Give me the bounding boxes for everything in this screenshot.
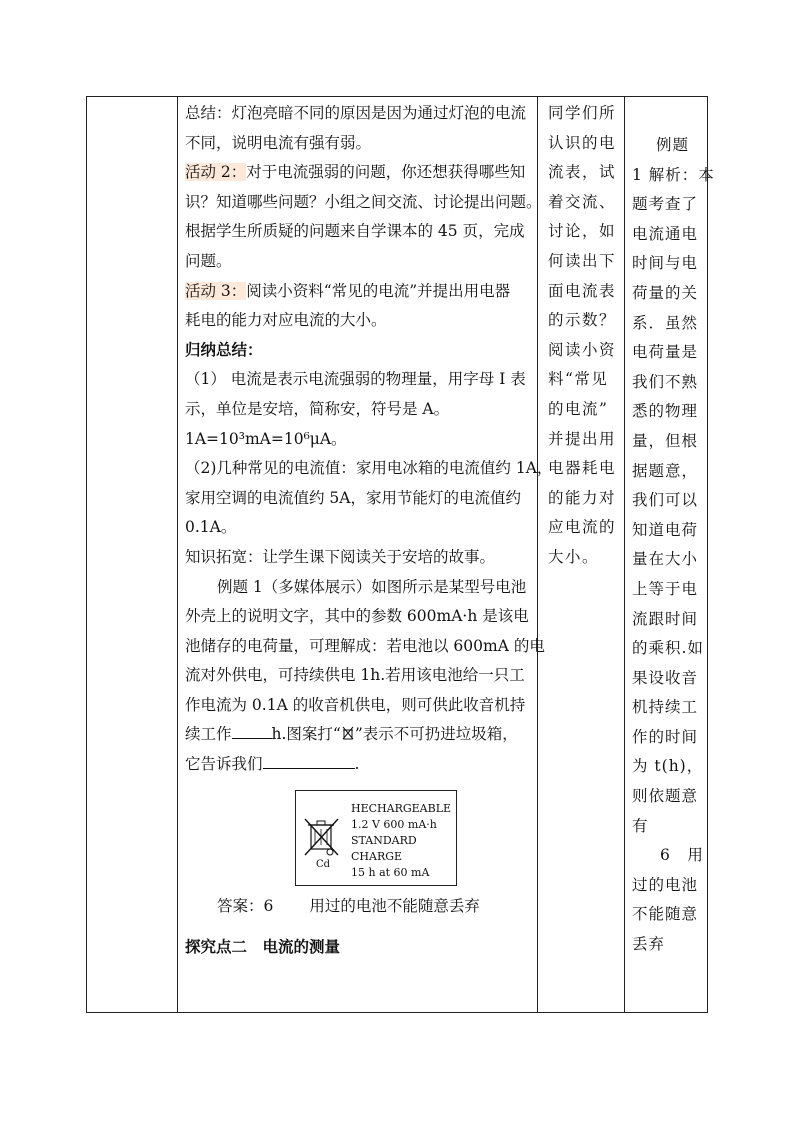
text-line: 系．虽然 <box>632 313 699 332</box>
text-line: 的乘积.如 <box>632 639 704 658</box>
text-line: 家用空调的电流值约 5A，家用节能灯的电流值约 <box>185 488 521 507</box>
text-line: 着交流、 <box>548 192 617 211</box>
text-line: 应电流的 <box>548 518 617 537</box>
text-span: 用过的电池不能随意丢弃 <box>309 896 480 915</box>
text-line: 过的电池 <box>632 875 699 894</box>
text-line: 讨论，如 <box>548 222 617 241</box>
text-line: 并提出用 <box>548 429 617 448</box>
text-line: 何读出下 <box>548 251 617 270</box>
text-line: 作电流为 0.1A 的收音机供电，则可供此收音机持 <box>185 695 526 714</box>
student-activity-column <box>538 97 623 573</box>
text-line: 电流通电 <box>632 224 699 243</box>
figure-text: STANDARD <box>351 833 417 847</box>
text-line: 示，单位是安培，简称安，符号是 A。 <box>185 399 450 418</box>
text-line: 机持续工 <box>632 698 699 717</box>
text-span: 对于电流强弱的问题，你还想获得哪些知 <box>246 163 526 182</box>
summary-heading: 归纳总结： <box>185 340 263 359</box>
text-line: 我们可以 <box>632 491 699 510</box>
battery-label-figure <box>295 790 457 886</box>
section-heading: 探究点二 电流的测量 <box>185 938 341 957</box>
text-span: . <box>354 755 360 774</box>
text-line: 的能力对 <box>548 488 617 507</box>
text-line: 大小。 <box>548 547 600 566</box>
question-line <box>185 750 627 780</box>
text-line: 据题意， <box>632 461 699 480</box>
activity-label: 活动 2： <box>185 163 247 182</box>
text-line: 知道电荷 <box>632 520 699 539</box>
text-line: 例题 <box>656 136 690 154</box>
text-span: 续工作 <box>185 725 232 744</box>
text-line: 电器耗电 <box>548 459 617 478</box>
figure-text: HECHARGEABLE <box>351 801 452 815</box>
text-line: 流对外供电，可持续供电 1h.若用该电池给一只工 <box>185 666 525 685</box>
text-line: 悉的物理 <box>632 402 699 421</box>
text-line: 量在大小 <box>632 550 699 569</box>
text-line: 同学们所 <box>548 104 617 122</box>
text-line: 上等于电 <box>632 579 699 598</box>
text-line: 的示数？ <box>548 311 617 330</box>
text-line: 面电流表 <box>548 281 617 300</box>
text-line: 果设收音 <box>632 668 699 687</box>
text-line: 的电流” <box>548 399 609 418</box>
text-line: 作的时间 <box>632 727 699 746</box>
recycle-bin-icon <box>341 726 355 740</box>
text-line: 我们不熟 <box>632 372 699 391</box>
text-line: 阅读小资 <box>548 340 617 359</box>
text-line: 丢弃 <box>632 935 666 954</box>
text-line: 0.1A。 <box>185 518 237 537</box>
text-line: 荷量的关 <box>632 283 699 302</box>
column-divider <box>177 97 178 1012</box>
text-span: 答案：6 <box>217 896 274 915</box>
notes-column <box>625 97 715 960</box>
text-line: 不同，说明电流有强有弱。 <box>185 133 372 152</box>
text-line: 知识拓宽：让学生课下阅读关于安培的故事。 <box>185 547 496 566</box>
text-line: 池储存的电荷量，可理解成：若电池以 600mA 的电 <box>185 636 545 655</box>
answer-blank <box>263 752 355 769</box>
cadmium-label: Cd <box>316 858 331 870</box>
text-line: 问题。 <box>185 251 232 270</box>
text-line: 外壳上的说明文字，其中的参数 600mA·h 是该电 <box>185 607 529 626</box>
activity-label: 活动 3： <box>185 281 247 300</box>
figure-text: 15 h at 60 mA <box>351 865 430 879</box>
text-line: 电荷量是 <box>632 343 699 362</box>
text-line: （1） 电流是表示电流强弱的物理量，用字母 I 表 <box>185 370 526 389</box>
figure-text: 1.2 V 600 mA·h <box>351 817 437 831</box>
figure-text: CHARGE <box>351 849 403 863</box>
text-span: 它告诉我们 <box>185 755 263 774</box>
text-line: 6 用 <box>660 846 704 865</box>
text-line: 流跟时间 <box>632 609 699 628</box>
text-line: 为 t(h)， <box>632 757 704 776</box>
text-span: ”表示不可扔进垃圾箱， <box>354 725 518 744</box>
text-line: 耗电的能力对应电流的大小。 <box>185 311 387 330</box>
text-line: 不能随意 <box>632 905 699 924</box>
text-line: 料“常见 <box>548 370 609 389</box>
unit-conversion: 1A=10³mA=10⁶μA。 <box>185 429 347 448</box>
text-line: 量，但根 <box>632 431 699 450</box>
text-line: 总结：灯泡亮暗不同的原因是因为通过灯泡的电流 <box>185 104 527 122</box>
text-line: （2)几种常见的电流值：家用电冰箱的电流值约 1A， <box>185 459 553 478</box>
text-line: 则依题意 <box>632 787 699 806</box>
text-line: 1 解析：本 <box>632 165 715 184</box>
text-line: 流表，试 <box>548 163 617 182</box>
question-line <box>185 720 627 750</box>
answer-line <box>185 892 627 922</box>
text-line: 题考查了 <box>632 195 699 214</box>
text-line: 有 <box>632 816 649 835</box>
text-span: h.图案打“ <box>271 725 341 744</box>
text-line: 根据学生所质疑的问题来自学课本的 45 页，完成 <box>185 222 525 241</box>
text-span: 阅读小资料“常见的电流”并提出用电器 <box>246 281 511 300</box>
text-line: 认识的电 <box>548 133 617 152</box>
text-line: 时间与电 <box>632 254 699 273</box>
text-line: 识？知道哪些问题？小组之间交流、讨论提出问题。 <box>185 192 542 211</box>
answer-blank <box>232 722 272 739</box>
lesson-table <box>86 96 715 1013</box>
example-title: 例题 1（多媒体展示）如图所示是某型号电池 <box>217 577 527 596</box>
